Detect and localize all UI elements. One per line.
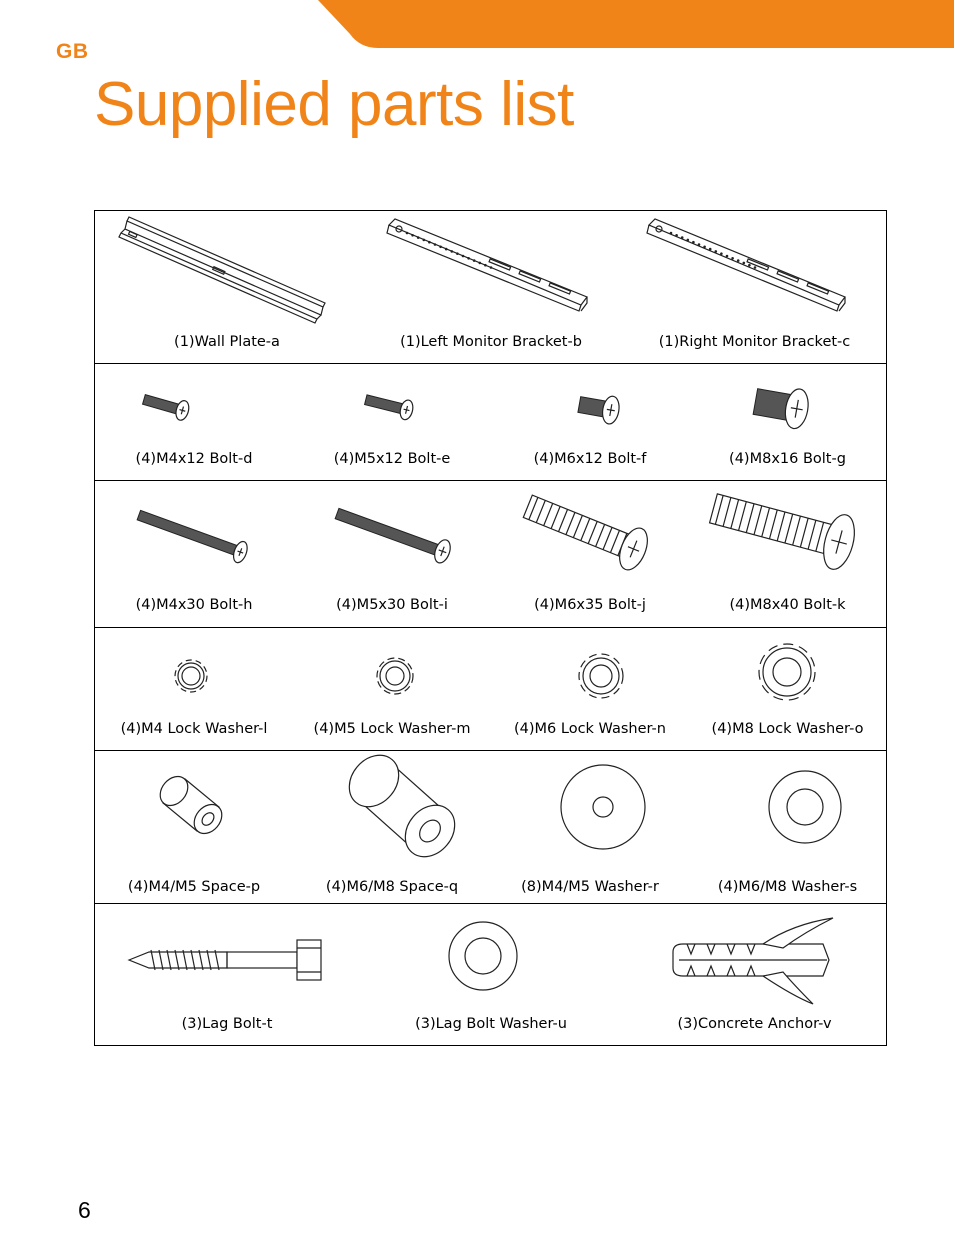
parts-table: [94, 210, 887, 1046]
lock-washer-icon: [491, 628, 689, 718]
part-label: (4)M4x12 Bolt-d: [135, 451, 253, 467]
part-cell: [95, 211, 359, 363]
lock-washer-icon: [293, 628, 491, 718]
bolt-icon: [491, 364, 689, 444]
bracket-hole: [720, 252, 723, 255]
part-label: (1)Wall Plate-a: [174, 334, 280, 350]
lock-washer-icon: [689, 628, 886, 718]
bolt-icon: [95, 364, 293, 444]
bracket-hole: [709, 248, 712, 251]
left-monitor-bracket-icon: [359, 211, 623, 331]
part-cell: [95, 628, 293, 750]
spacer-icon: [293, 751, 491, 871]
part-cell: [491, 751, 689, 903]
flat-washer-icon: [491, 751, 689, 871]
bracket-hole: [731, 257, 734, 260]
lag-bolt-washer-icon: [359, 904, 623, 1014]
bracket-hole: [748, 264, 751, 267]
lag-bolt-icon: [95, 904, 359, 1014]
part-cell: [293, 751, 491, 903]
part-label: (3)Lag Bolt Washer-u: [415, 1016, 567, 1032]
part-cell: [689, 628, 886, 750]
part-label: (3)Lag Bolt-t: [181, 1016, 273, 1032]
bolt-icon: [293, 364, 491, 444]
parts-row: [95, 364, 886, 481]
part-label: (4)M4x30 Bolt-h: [135, 597, 253, 613]
part-cell: [689, 364, 886, 480]
lock-washer-icon: [95, 628, 293, 718]
bracket-hole: [445, 248, 448, 251]
part-label: (4)M8x16 Bolt-g: [729, 451, 846, 467]
part-cell: [95, 364, 293, 480]
language-code: GB: [56, 40, 89, 63]
header-accent-band: [0, 0, 954, 50]
bracket-hole: [411, 234, 414, 237]
bracket-hole: [456, 252, 459, 255]
part-label: (4)M5x30 Bolt-i: [336, 597, 448, 613]
part-label: (3)Concrete Anchor-v: [677, 1016, 832, 1032]
part-cell: [95, 751, 293, 903]
spacer-icon: [95, 751, 293, 871]
bracket-hole: [670, 232, 673, 235]
part-cell: [491, 481, 689, 627]
bracket-hole: [439, 246, 442, 249]
part-cell: [623, 904, 886, 1045]
bracket-hole: [698, 243, 701, 246]
bracket-hole: [467, 257, 470, 260]
bracket-hole: [681, 236, 684, 239]
part-cell: [293, 628, 491, 750]
bracket-hole: [428, 241, 431, 244]
part-label: (4)M6x12 Bolt-f: [533, 451, 647, 467]
bracket-hole: [484, 264, 487, 267]
bracket-hole: [423, 239, 426, 242]
part-label: (4)M6x35 Bolt-j: [534, 597, 646, 613]
wall-plate-icon: [95, 211, 359, 331]
bracket-hole: [687, 239, 690, 242]
page-number: 6: [78, 1197, 91, 1223]
part-cell: [689, 751, 886, 903]
right-monitor-bracket-icon: [623, 211, 886, 331]
bolt-icon: [689, 364, 886, 444]
bracket-hole: [462, 255, 465, 258]
part-cell: [623, 211, 886, 363]
part-cell: [293, 364, 491, 480]
bracket-hole: [406, 232, 409, 235]
part-cell: [689, 481, 886, 627]
parts-row: [95, 751, 886, 904]
part-label: (8)M4/M5 Washer-r: [521, 879, 659, 895]
bolt-icon: [491, 481, 689, 591]
parts-row: [95, 628, 886, 751]
part-cell: [95, 904, 359, 1045]
part-label: (4)M5x12 Bolt-e: [333, 451, 451, 467]
bracket-hole: [451, 250, 454, 253]
bracket-hole: [743, 262, 746, 265]
part-label: (4)M5 Lock Washer-m: [313, 721, 471, 737]
part-cell: [293, 481, 491, 627]
bracket-hole: [737, 259, 740, 262]
part-cell: [491, 628, 689, 750]
part-label: (4)M4 Lock Washer-l: [120, 721, 268, 737]
parts-row: [95, 481, 886, 628]
bracket-hole: [473, 259, 476, 262]
part-label: (4)M6/M8 Space-q: [325, 879, 459, 895]
bracket-hole: [754, 266, 757, 269]
bracket-hole: [490, 266, 493, 269]
parts-row: [95, 904, 886, 1045]
part-cell: [359, 211, 623, 363]
parts-row: [95, 211, 886, 364]
part-label: (4)M8 Lock Washer-o: [711, 721, 864, 737]
part-label: (4)M4/M5 Space-p: [127, 879, 261, 895]
part-label: (4)M6 Lock Washer-n: [514, 721, 666, 737]
part-cell: [359, 904, 623, 1045]
part-label: (4)M6/M8 Washer-s: [717, 879, 858, 895]
bracket-hole: [434, 243, 437, 246]
concrete-anchor-icon: [623, 904, 886, 1014]
bracket-hole: [715, 250, 718, 253]
page-title: Supplied parts list: [94, 70, 574, 139]
bracket-hole: [675, 234, 678, 237]
part-label: (1)Right Monitor Bracket-c: [658, 334, 851, 350]
bracket-hole: [417, 236, 420, 239]
bracket-hole: [479, 262, 482, 265]
part-label: (1)Left Monitor Bracket-b: [400, 334, 582, 350]
bracket-hole: [726, 255, 729, 258]
bracket-hole: [692, 241, 695, 244]
bolt-icon: [95, 481, 293, 591]
bolt-icon: [689, 481, 886, 591]
bracket-hole: [703, 246, 706, 249]
flat-washer-icon: [689, 751, 886, 871]
part-label: (4)M8x40 Bolt-k: [729, 597, 846, 613]
part-cell: [491, 364, 689, 480]
part-cell: [95, 481, 293, 627]
bolt-icon: [293, 481, 491, 591]
